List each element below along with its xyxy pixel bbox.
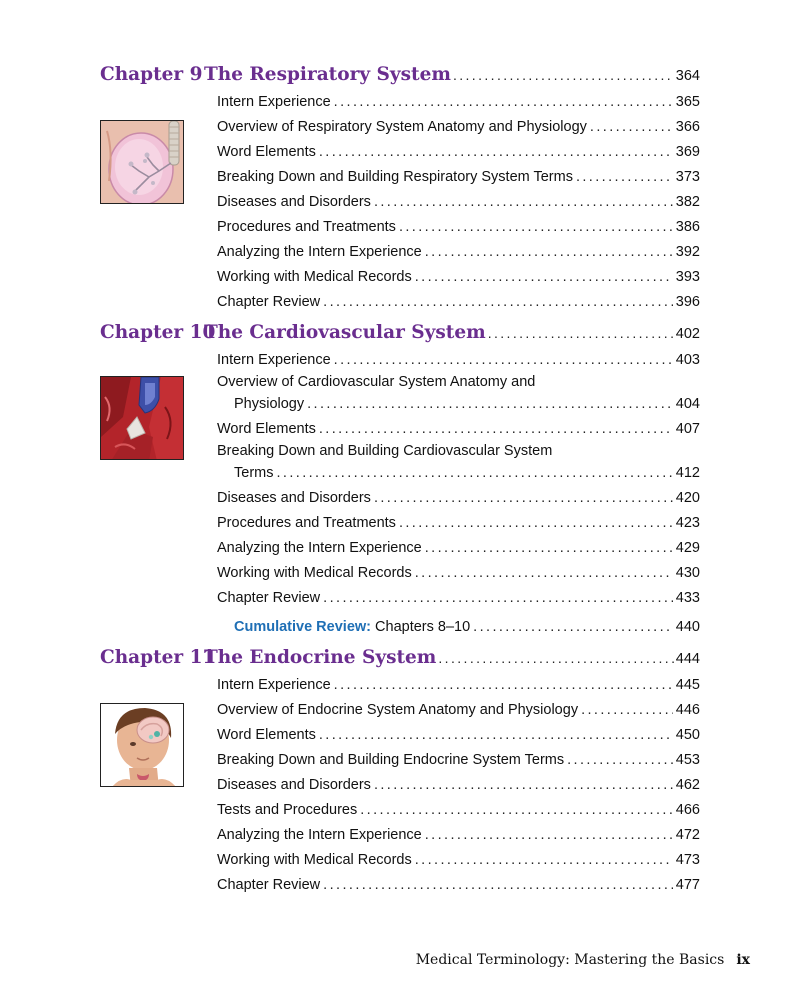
dot-leader bbox=[438, 650, 673, 666]
entry-page-number: 429 bbox=[675, 540, 700, 556]
toc-entry[interactable]: Procedures and Treatments ..... 423 bbox=[217, 511, 700, 536]
entry-page-number: 412 bbox=[675, 465, 700, 481]
chapter-entries bbox=[217, 90, 700, 315]
entry-page-number: 462 bbox=[675, 777, 700, 793]
chapter-entries bbox=[217, 348, 700, 640]
entry-page-number: 446 bbox=[675, 702, 700, 718]
entry-page-number: 366 bbox=[675, 119, 700, 135]
toc-entry[interactable]: Overview of Respiratory System Anatomy and Physiology ..... 366 bbox=[217, 115, 700, 140]
entry-page-number: 433 bbox=[675, 590, 700, 606]
dot-leader bbox=[415, 848, 673, 873]
cumulative-review-entry[interactable] bbox=[217, 615, 700, 640]
toc-entry[interactable]: Breaking Down and Building Cardiovascular System Terms ..... 412 bbox=[217, 442, 700, 486]
entry-page-number: 369 bbox=[675, 144, 700, 160]
dot-leader bbox=[399, 511, 673, 536]
chapter-page-number: 402 bbox=[675, 326, 700, 342]
dot-leader bbox=[319, 723, 673, 748]
entry-page-number: 445 bbox=[675, 677, 700, 693]
toc-entry[interactable]: Diseases and Disorders ..... 420 bbox=[217, 486, 700, 511]
entry-page-number: 430 bbox=[675, 565, 700, 581]
toc-entry[interactable]: Chapter Review ..... 433 bbox=[217, 586, 700, 611]
toc-entry[interactable]: Analyzing the Intern Experience ..... 392 bbox=[217, 240, 700, 265]
toc-entry[interactable]: Chapter Review ..... 396 bbox=[217, 290, 700, 315]
dot-leader bbox=[488, 325, 674, 341]
toc-entry[interactable]: Word Elements ..... 407 bbox=[217, 417, 700, 442]
entry-page-number: 466 bbox=[675, 802, 700, 818]
chapter-title: The Cardiovascular System bbox=[204, 322, 486, 343]
toc-entry[interactable]: Intern Experience ..... 403 bbox=[217, 348, 700, 373]
entry-page-number: 453 bbox=[675, 752, 700, 768]
dot-leader bbox=[425, 536, 673, 561]
toc-entry[interactable]: Working with Medical Records ..... 430 bbox=[217, 561, 700, 586]
dot-leader bbox=[334, 348, 673, 373]
head-endocrine-illustration bbox=[100, 703, 184, 787]
toc-entry[interactable]: Word Elements ..... 369 bbox=[217, 140, 700, 165]
chapter-heading[interactable] bbox=[100, 647, 700, 673]
entry-page-number: 365 bbox=[675, 94, 700, 110]
dot-leader bbox=[276, 461, 672, 486]
toc-entry[interactable]: Chapter Review ..... 477 bbox=[217, 873, 700, 898]
entry-page-number: 373 bbox=[675, 169, 700, 185]
toc-entry[interactable]: Analyzing the Intern Experience ..... 429 bbox=[217, 536, 700, 561]
entry-page-number: 404 bbox=[675, 396, 700, 412]
dot-leader bbox=[415, 265, 673, 290]
dot-leader bbox=[425, 240, 673, 265]
toc-entry[interactable]: Overview of Endocrine System Anatomy and Physiology ..... 446 bbox=[217, 698, 700, 723]
dot-leader bbox=[323, 586, 673, 611]
entry-page-number: 386 bbox=[675, 219, 700, 235]
toc-entry[interactable]: Diseases and Disorders ..... 462 bbox=[217, 773, 700, 798]
dot-leader bbox=[399, 215, 673, 240]
chapter-10-section bbox=[100, 322, 700, 635]
dot-leader bbox=[319, 140, 673, 165]
entry-page-number: 423 bbox=[675, 515, 700, 531]
dot-leader bbox=[473, 615, 673, 640]
toc-entry[interactable]: Word Elements ..... 450 bbox=[217, 723, 700, 748]
dot-leader bbox=[323, 873, 673, 898]
dot-leader bbox=[323, 290, 673, 315]
chapter-heading[interactable] bbox=[100, 322, 700, 348]
chapter-heading[interactable] bbox=[100, 64, 700, 90]
book-title: Medical Terminology: Mastering the Basics bbox=[415, 952, 725, 968]
cumulative-review-text: Chapters 8–10 bbox=[375, 619, 471, 635]
dot-leader bbox=[319, 417, 673, 442]
chapter-9-section bbox=[100, 64, 700, 310]
chapter-11-section bbox=[100, 647, 700, 893]
dot-leader bbox=[360, 798, 673, 823]
chapter-number: Chapter 9 bbox=[100, 64, 203, 85]
chapter-page-number: 444 bbox=[675, 651, 700, 667]
dot-leader bbox=[307, 392, 673, 417]
chapter-title: The Respiratory System bbox=[204, 64, 451, 85]
chapter-page-number: 364 bbox=[675, 68, 700, 84]
chapter-entries bbox=[217, 673, 700, 898]
entry-page-number: 420 bbox=[675, 490, 700, 506]
page-number: ix bbox=[736, 952, 750, 968]
entry-page-number: 473 bbox=[675, 852, 700, 868]
entry-page-number: 450 bbox=[675, 727, 700, 743]
dot-leader bbox=[334, 90, 673, 115]
entry-page-number: 472 bbox=[675, 827, 700, 843]
dot-leader bbox=[453, 67, 674, 83]
toc-entry[interactable]: Intern Experience ..... 445 bbox=[217, 673, 700, 698]
dot-leader bbox=[425, 823, 673, 848]
page-footer bbox=[416, 952, 750, 968]
entry-page-number: 382 bbox=[675, 194, 700, 210]
chapter-number: Chapter 10 bbox=[100, 322, 216, 343]
toc-entry[interactable]: Breaking Down and Building Endocrine System Terms ..... 453 bbox=[217, 748, 700, 773]
entry-page-number: 396 bbox=[675, 294, 700, 310]
entry-page-number: 407 bbox=[675, 421, 700, 437]
entry-page-number: 403 bbox=[675, 352, 700, 368]
toc-entry[interactable]: Tests and Procedures ..... 466 bbox=[217, 798, 700, 823]
toc-entry[interactable]: Overview of Cardiovascular System Anatomy and Physiology ..... 404 bbox=[217, 373, 700, 417]
chapter-title: The Endocrine System bbox=[204, 647, 437, 668]
entry-page-number: 477 bbox=[675, 877, 700, 893]
lungs-illustration bbox=[100, 120, 184, 204]
dot-leader bbox=[415, 561, 673, 586]
heart-illustration bbox=[100, 376, 184, 460]
chapter-number: Chapter 11 bbox=[100, 647, 216, 668]
entry-page-number: 392 bbox=[675, 244, 700, 260]
dot-leader bbox=[374, 190, 673, 215]
toc-entry[interactable]: Diseases and Disorders ..... 382 bbox=[217, 190, 700, 215]
entry-page-number: 393 bbox=[675, 269, 700, 285]
toc-entry[interactable]: Breaking Down and Building Respiratory System Terms ..... 373 bbox=[217, 165, 700, 190]
dot-leader bbox=[334, 673, 673, 698]
dot-leader bbox=[374, 486, 673, 511]
dot-leader bbox=[374, 773, 673, 798]
entry-page-number: 440 bbox=[675, 619, 700, 635]
toc-entry[interactable]: Procedures and Treatments ..... 386 bbox=[217, 215, 700, 240]
cumulative-review-label: Cumulative Review: bbox=[234, 619, 371, 635]
toc-entry[interactable]: Working with Medical Records ..... 393 bbox=[217, 265, 700, 290]
dot-leader bbox=[590, 115, 673, 140]
dot-leader bbox=[581, 698, 673, 723]
toc-entry[interactable]: Intern Experience ..... 365 bbox=[217, 90, 700, 115]
dot-leader bbox=[576, 165, 673, 190]
toc-entry[interactable]: Analyzing the Intern Experience ..... 472 bbox=[217, 823, 700, 848]
toc-entry[interactable]: Working with Medical Records ..... 473 bbox=[217, 848, 700, 873]
dot-leader bbox=[567, 748, 673, 773]
